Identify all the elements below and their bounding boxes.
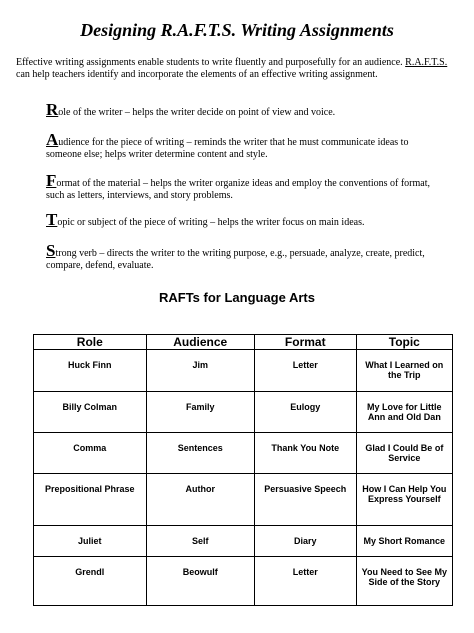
cell-topic: My Short Romance	[356, 526, 452, 557]
cell-role: Huck Finn	[34, 350, 147, 392]
cell-format: Eulogy	[254, 392, 356, 433]
term-topic	[46, 210, 446, 229]
cell-topic: Glad I Could Be of Service	[356, 433, 452, 474]
cell-role: Grendl	[34, 557, 147, 606]
term-role	[46, 100, 446, 119]
page-title: Designing R.A.F.T.S. Writing Assignments	[80, 20, 394, 40]
term-letter: F	[46, 171, 57, 190]
term-description: trong verb – directs the writer to the writing purpose, e.g., persuade, analyze, create, predict, compare, defend, evaluate.	[46, 248, 425, 271]
term-description: ole of the writer – helps the writer decide on point of view and voice.	[58, 107, 336, 118]
cell-audience: Family	[146, 392, 254, 433]
table-row	[34, 526, 453, 557]
cell-topic: You Need to See My Side of the Story	[356, 557, 452, 606]
term-description: udience for the piece of writing – reminds the writer that he must communicate ideas to someone else; helps writer determine content and style.	[46, 137, 409, 160]
cell-audience: Sentences	[146, 433, 254, 474]
table-row	[34, 557, 453, 606]
cell-format: Thank You Note	[254, 433, 356, 474]
intro-text-before: Effective writing assignments enable students to write fluently and purposefully for an audience.	[16, 57, 406, 68]
term-letter: T	[46, 210, 58, 229]
intro-text-after: can help teachers identify and incorporate the elements of an effective writing assignment.	[16, 69, 378, 80]
term-letter: S	[46, 241, 56, 260]
cell-role: Comma	[34, 433, 147, 474]
cell-role: Prepositional Phrase	[34, 474, 147, 526]
term-format	[46, 171, 446, 202]
table-title: RAFTs for Language Arts	[158, 290, 315, 305]
table-header-row	[34, 335, 453, 350]
cell-topic: My Love for Little Ann and Old Dan	[356, 392, 452, 433]
intro-paragraph	[16, 57, 456, 81]
table-row	[34, 392, 453, 433]
intro-abbreviation: R.A.F.T.S.	[405, 57, 448, 68]
term-description: ormat of the material – helps the writer organize ideas and employ the conventions of format, such as letters, interviews, and story problems.	[46, 178, 430, 201]
term-description: opic or subject of the piece of writing – helps the writer focus on main ideas.	[57, 217, 365, 228]
cell-audience: Self	[146, 526, 254, 557]
term-audience	[46, 130, 446, 161]
table-row	[34, 474, 453, 526]
table-row	[34, 433, 453, 474]
header-format: Format	[254, 335, 356, 350]
header-role: Role	[34, 335, 147, 350]
term-letter: R	[46, 100, 59, 119]
header-audience: Audience	[146, 335, 254, 350]
cell-topic: What I Learned on the Trip	[356, 350, 452, 392]
cell-role: Billy Colman	[34, 392, 147, 433]
cell-audience: Author	[146, 474, 254, 526]
header-topic: Topic	[356, 335, 452, 350]
term-strong-verb	[46, 241, 446, 272]
table-row	[34, 350, 453, 392]
cell-format: Diary	[254, 526, 356, 557]
cell-audience: Beowulf	[146, 557, 254, 606]
cell-format: Letter	[254, 350, 356, 392]
cell-topic: How I Can Help You Express Yourself	[356, 474, 452, 526]
cell-role: Juliet	[34, 526, 147, 557]
cell-audience: Jim	[146, 350, 254, 392]
rafts-table	[33, 334, 453, 606]
term-letter: A	[46, 130, 59, 149]
cell-format: Letter	[254, 557, 356, 606]
cell-format: Persuasive Speech	[254, 474, 356, 526]
